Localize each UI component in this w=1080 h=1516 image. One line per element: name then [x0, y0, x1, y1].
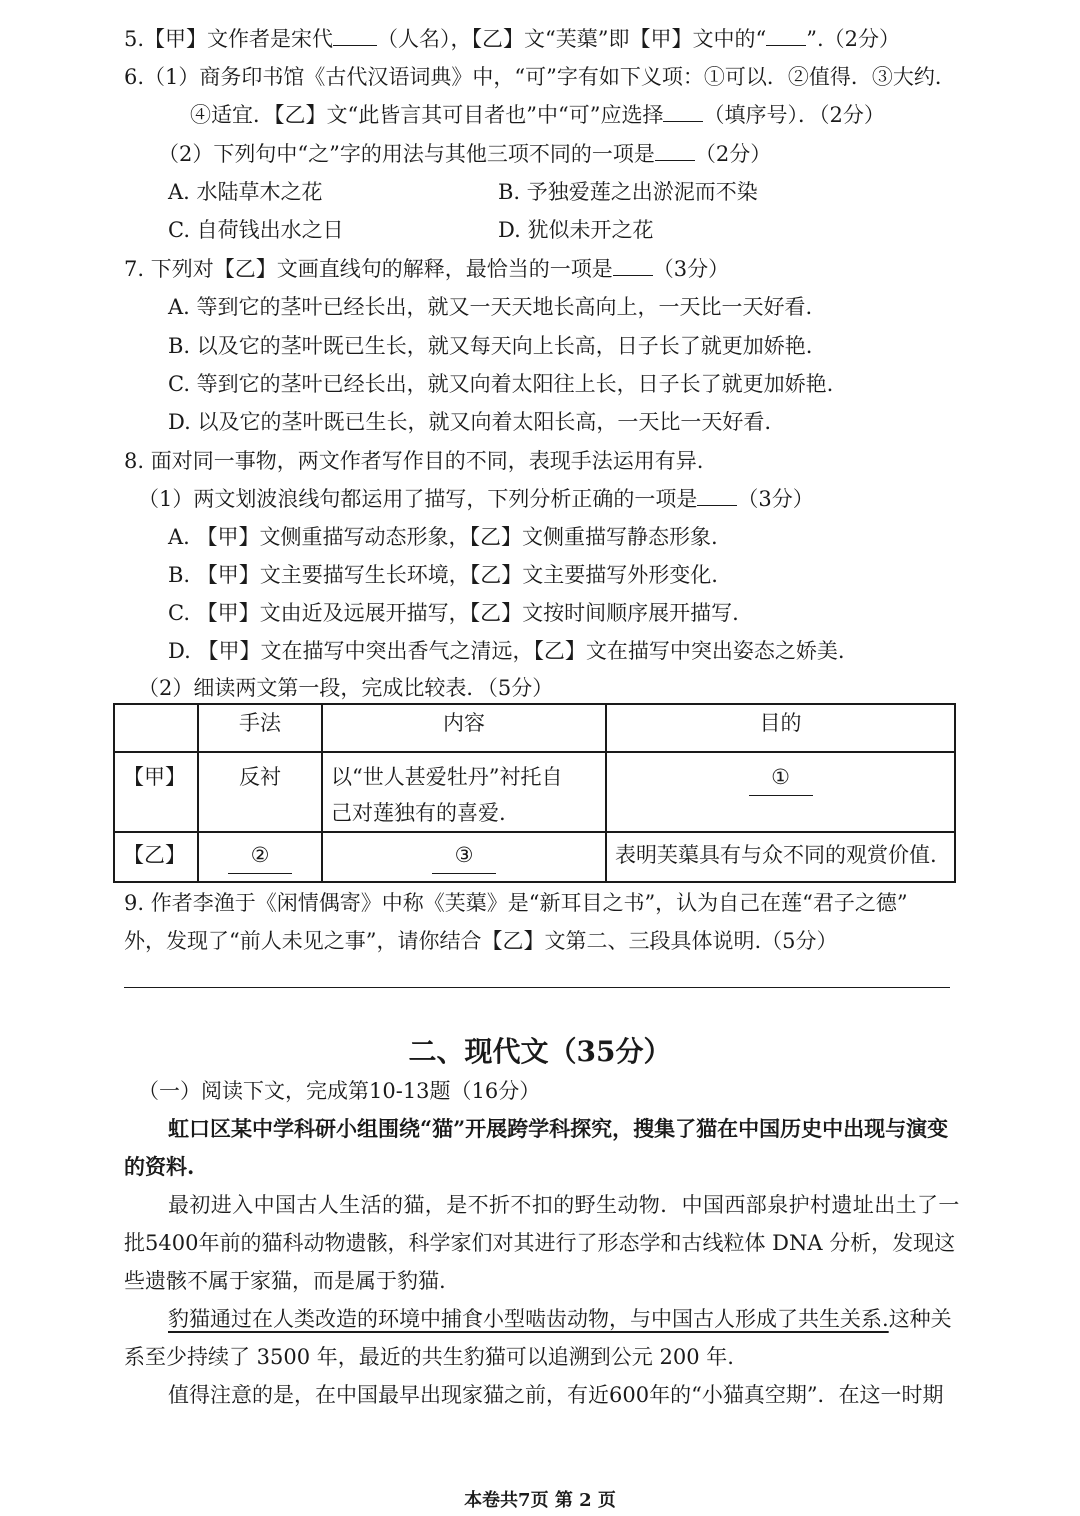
q9-line-2: 外，发现了“前人未见之事”，请你结合【乙】文第二、三段具体说明.（5分） — [124, 929, 838, 953]
q7-score: （3分） — [652, 257, 730, 281]
row-yi-purpose: 表明芙蕖具有与众不同的观赏价值. — [606, 832, 955, 882]
para2-underlined-sentence: 豹猫通过在人类改造的环境中捕食小型啮齿动物，与中国古人形成了共生关系. — [168, 1307, 889, 1331]
blank-2[interactable]: ② — [228, 837, 292, 874]
q8-sub2-stem: （2）细读两文第一段，完成比较表．（5分） — [138, 676, 554, 700]
q8-sub1-text: （1）两文划波浪线句都运用了描写，下列分析正确的一项是 — [138, 487, 698, 511]
blank-3[interactable]: ③ — [432, 837, 496, 874]
q8-sub1-score: （3分） — [737, 487, 814, 511]
table-header-content: 内容 — [322, 704, 606, 752]
section-subheading: （一）阅读下文，完成第10-13题（16分） — [138, 1079, 541, 1103]
q5-text-3: ”.（2分） — [806, 27, 901, 51]
table-header-method: 手法 — [198, 704, 322, 752]
q6-sub2-stem — [158, 139, 771, 169]
q7-option-d: D. 以及它的茎叶既已生长，就又向着太阳长高，一天比一天好看. — [168, 410, 772, 434]
q8-sub1-blank[interactable] — [697, 485, 737, 506]
q6-sub2-blank[interactable] — [655, 140, 695, 161]
row-jia-content — [322, 752, 606, 832]
q6-line-2b: （填序号）．（2分） — [703, 103, 885, 127]
q5-blank-author[interactable] — [333, 25, 377, 46]
row-jia-method: 反衬 — [198, 752, 322, 832]
row-label-yi: 【乙】 — [114, 832, 198, 882]
q6-line-1: 6.（1）商务印书馆《古代汉语词典》中，“可”字有如下义项：①可以．②值得．③大约． — [124, 65, 956, 89]
q7-stem — [124, 254, 729, 284]
row-jia-purpose[interactable] — [606, 752, 955, 832]
q6-sub2-text: （2）下列句中“之”字的用法与其他三项不同的一项是 — [158, 142, 655, 166]
q5-blank-flower[interactable] — [766, 25, 806, 46]
q6-option-a: A. 水陆草木之花 — [168, 180, 323, 204]
q5-text-1: 5.【甲】文作者是宋代 — [124, 27, 334, 51]
para2-line-1-rest: 这种关 — [888, 1307, 952, 1331]
para2-line-1 — [168, 1304, 952, 1334]
table-row — [114, 752, 955, 832]
q8-stem: 8. 面对同一事物，两文作者写作目的不同，表现手法运用有异. — [124, 449, 704, 473]
para1-line-1: 最初进入中国古人生活的猫，是不折不扣的野生动物．中国西部泉护村遗址出土了一 — [168, 1193, 960, 1217]
q6-option-c: C. 自荷钱出水之日 — [168, 218, 344, 242]
q6-option-d: D. 犹似未开之花 — [498, 218, 654, 242]
q6-line-2 — [190, 100, 885, 130]
para3-line-1: 值得注意的是，在中国最早出现家猫之前，有近600年的“小猫真空期”．在这一时期 — [168, 1383, 944, 1407]
q6-sub2-score: （2分） — [694, 142, 772, 166]
q5-line — [124, 24, 900, 54]
page-footer: 本卷共7页 第 2 页 — [464, 1490, 616, 1511]
para1-line-3: 些遗骸不属于家猫，而是属于豹猫. — [124, 1269, 446, 1293]
row-label-jia: 【甲】 — [114, 752, 198, 832]
row-yi-content[interactable] — [322, 832, 606, 882]
comparison-table — [113, 703, 956, 883]
q7-option-a: A. 等到它的茎叶已经长出，就又一天天地长高向上，一天比一天好看. — [168, 295, 813, 319]
section-title: 二、现代文（35分） — [408, 1035, 672, 1068]
q6-line-2a: ④适宜．【乙】文“此皆言其可目者也”中“可”应选择 — [190, 103, 664, 127]
para2-line-2: 系至少持续了 3500 年，最近的共生豹猫可以追溯到公元 200 年. — [124, 1345, 734, 1369]
table-header-purpose: 目的 — [606, 704, 955, 752]
q8-option-c: C. 【甲】文由近及远展开描写，【乙】文按时间顺序展开描写. — [168, 601, 739, 625]
table-header-blank — [114, 704, 198, 752]
q6-blank-choice[interactable] — [663, 101, 703, 122]
q8-option-d: D. 【甲】文在描写中突出香气之清远，【乙】文在描写中突出姿态之娇美. — [168, 639, 845, 663]
intro-line-2: 的资料. — [124, 1154, 195, 1179]
q7-blank[interactable] — [613, 255, 653, 276]
row-yi-method[interactable] — [198, 832, 322, 882]
q7-stem-text: 7. 下列对【乙】文画直线句的解释，最恰当的一项是 — [124, 257, 613, 281]
q8-option-a: A. 【甲】文侧重描写动态形象，【乙】文侧重描写静态形象. — [168, 525, 718, 549]
row-jia-content-line1: 以“世人甚爱牡丹”衬托自 — [331, 765, 563, 789]
q5-text-2: （人名），【乙】文“芙蕖”即【甲】文中的“ — [377, 27, 767, 51]
intro-line-1: 虹口区某中学科研小组围绕“猫”开展跨学科探究，搜集了猫在中国历史中出现与演变 — [168, 1116, 949, 1141]
q9-line-1: 9. 作者李渔于《闲情偶寄》中称《芙蕖》是“新耳目之书”，认为自己在莲“君子之德” — [124, 891, 908, 915]
row-jia-content-line2: 己对莲独有的喜爱. — [331, 801, 506, 825]
q9-answer-line[interactable] — [124, 987, 950, 988]
para1-line-2: 批5400年前的猫科动物遗骸，科学家们对其进行了形态学和古线粒体 DNA 分析，发现这 — [124, 1231, 956, 1255]
q7-option-b: B. 以及它的茎叶既已生长，就又每天向上长高，日子长了就更加娇艳. — [168, 334, 813, 358]
table-row — [114, 832, 955, 882]
q8-sub1-stem — [138, 484, 814, 514]
q8-option-b: B. 【甲】文主要描写生长环境，【乙】文主要描写外形变化. — [168, 563, 718, 587]
blank-1[interactable]: ① — [749, 759, 813, 796]
table-header-row — [114, 704, 955, 752]
q7-option-c: C. 等到它的茎叶已经长出，就又向着太阳往上长，日子长了就更加娇艳. — [168, 372, 834, 396]
q6-option-b: B. 予独爱莲之出淤泥而不染 — [498, 180, 758, 204]
